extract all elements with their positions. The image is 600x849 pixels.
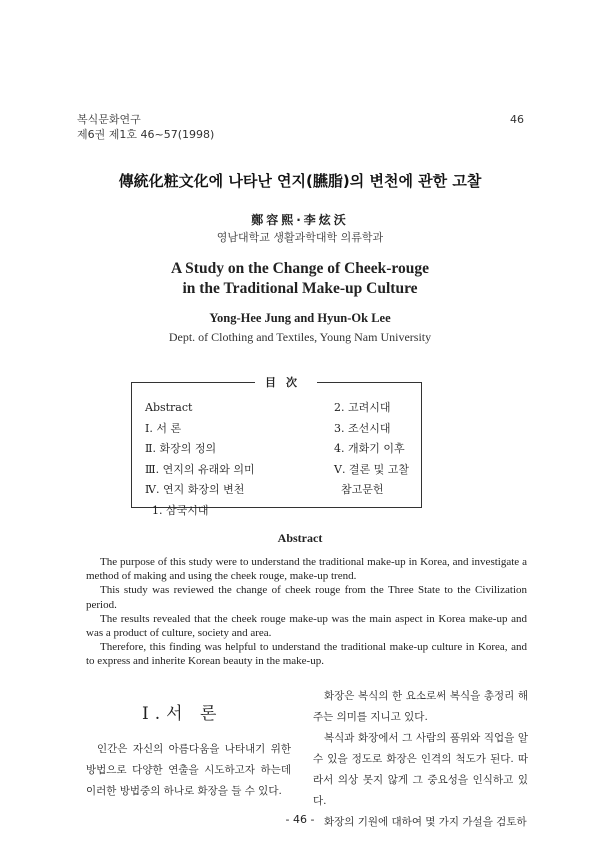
body-paragraph: 화장의 기원에 대하여 몇 가지 가설을 검토하 [324,816,527,828]
title-english-line1: A Study on the Change of Cheek-rouge [170,260,430,277]
body-paragraph: 복식과 화장에서 그 사람의 품위와 직업을 알 수 있을 정도로 화장은 인격의 척도가 된다. 따라서 의상 못지 않게 그 중요성을 인식하고 있다. [313,732,528,807]
title-korean: 傳統化粧文化에 나타난 연지(臙脂)의 변천에 관한 고찰 [118,172,482,190]
journal-info [77,112,214,142]
toc-item: Ⅱ. 화장의 정의 [145,442,217,455]
abstract-paragraph: The results revealed that the cheek rouge make-up was the main aspect in Korea make-up and was a product of culture, society and area. [86,612,527,640]
body-paragraph: 화장은 복식의 한 요소로써 복식을 총정리 해주는 의미를 지니고 있다. [313,690,528,723]
toc-heading: 目次 [255,374,317,390]
toc-item: 2. 고려시대 [334,401,391,414]
toc-item: Abstract [145,401,193,414]
volume-info: 제6권 제1호 46~57(1998) [77,128,215,141]
title-english-line2: in the Traditional Make-up Culture [182,280,418,297]
body-right-column [313,686,528,833]
authors-english: Yong-Hee Jung and Hyun-Ok Lee [209,311,391,325]
toc-item: 3. 조선시대 [334,421,391,435]
toc-item: Ⅲ. 연지의 유래와 의미 [145,462,255,476]
journal-name: 복식문화연구 [77,113,141,126]
title-english [0,259,600,299]
page-number: 46 [510,113,524,126]
toc-item: 참고문헌 [341,483,384,496]
toc-right-column [334,398,409,501]
toc-item: 1. 삼국시대 [152,503,209,517]
page-footer: - 46 - [285,813,315,826]
abstract-body [86,555,527,669]
abstract-paragraph: Therefore, this finding was helpful to understand the traditional make-up culture in Korea, and to express and inherite Korean beauty in the make-up. [86,641,527,668]
affiliation-korean: 영남대학교 생활과학대학 의류학과 [216,231,384,244]
authors-korean: 鄭容熙·李炫沃 [251,213,349,227]
toc-left-column [145,398,255,521]
toc-item: 4. 개화기 이후 [334,442,405,455]
body-paragraph: 인간은 자신의 아름다움을 나타내기 위한 방법으로 다양한 연출을 시도하고자 하는데 이러한 방법중의 하나로 화장을 들 수 있다. [86,743,291,797]
toc-item: Ⅴ. 결론 및 고찰 [334,462,410,476]
abstract-heading: Abstract [277,531,323,545]
body-left-column [86,739,291,802]
section-title-introduction: Ⅰ.서 론 [142,704,223,724]
toc-item: Ⅰ. 서 론 [145,421,182,435]
affiliation-english: Dept. of Clothing and Textiles, Young Nam University [168,330,432,344]
abstract-paragraph: This study was reviewed the change of cheek rouge from the Three State to the Civilization period. [86,584,527,611]
toc-item: Ⅳ. 연지 화장의 변천 [145,483,245,496]
abstract-paragraph: The purpose of this study were to understand the traditional make-up in Korea, and investigate a method of making and using the cheek rouge, make-up trend. [86,556,527,583]
